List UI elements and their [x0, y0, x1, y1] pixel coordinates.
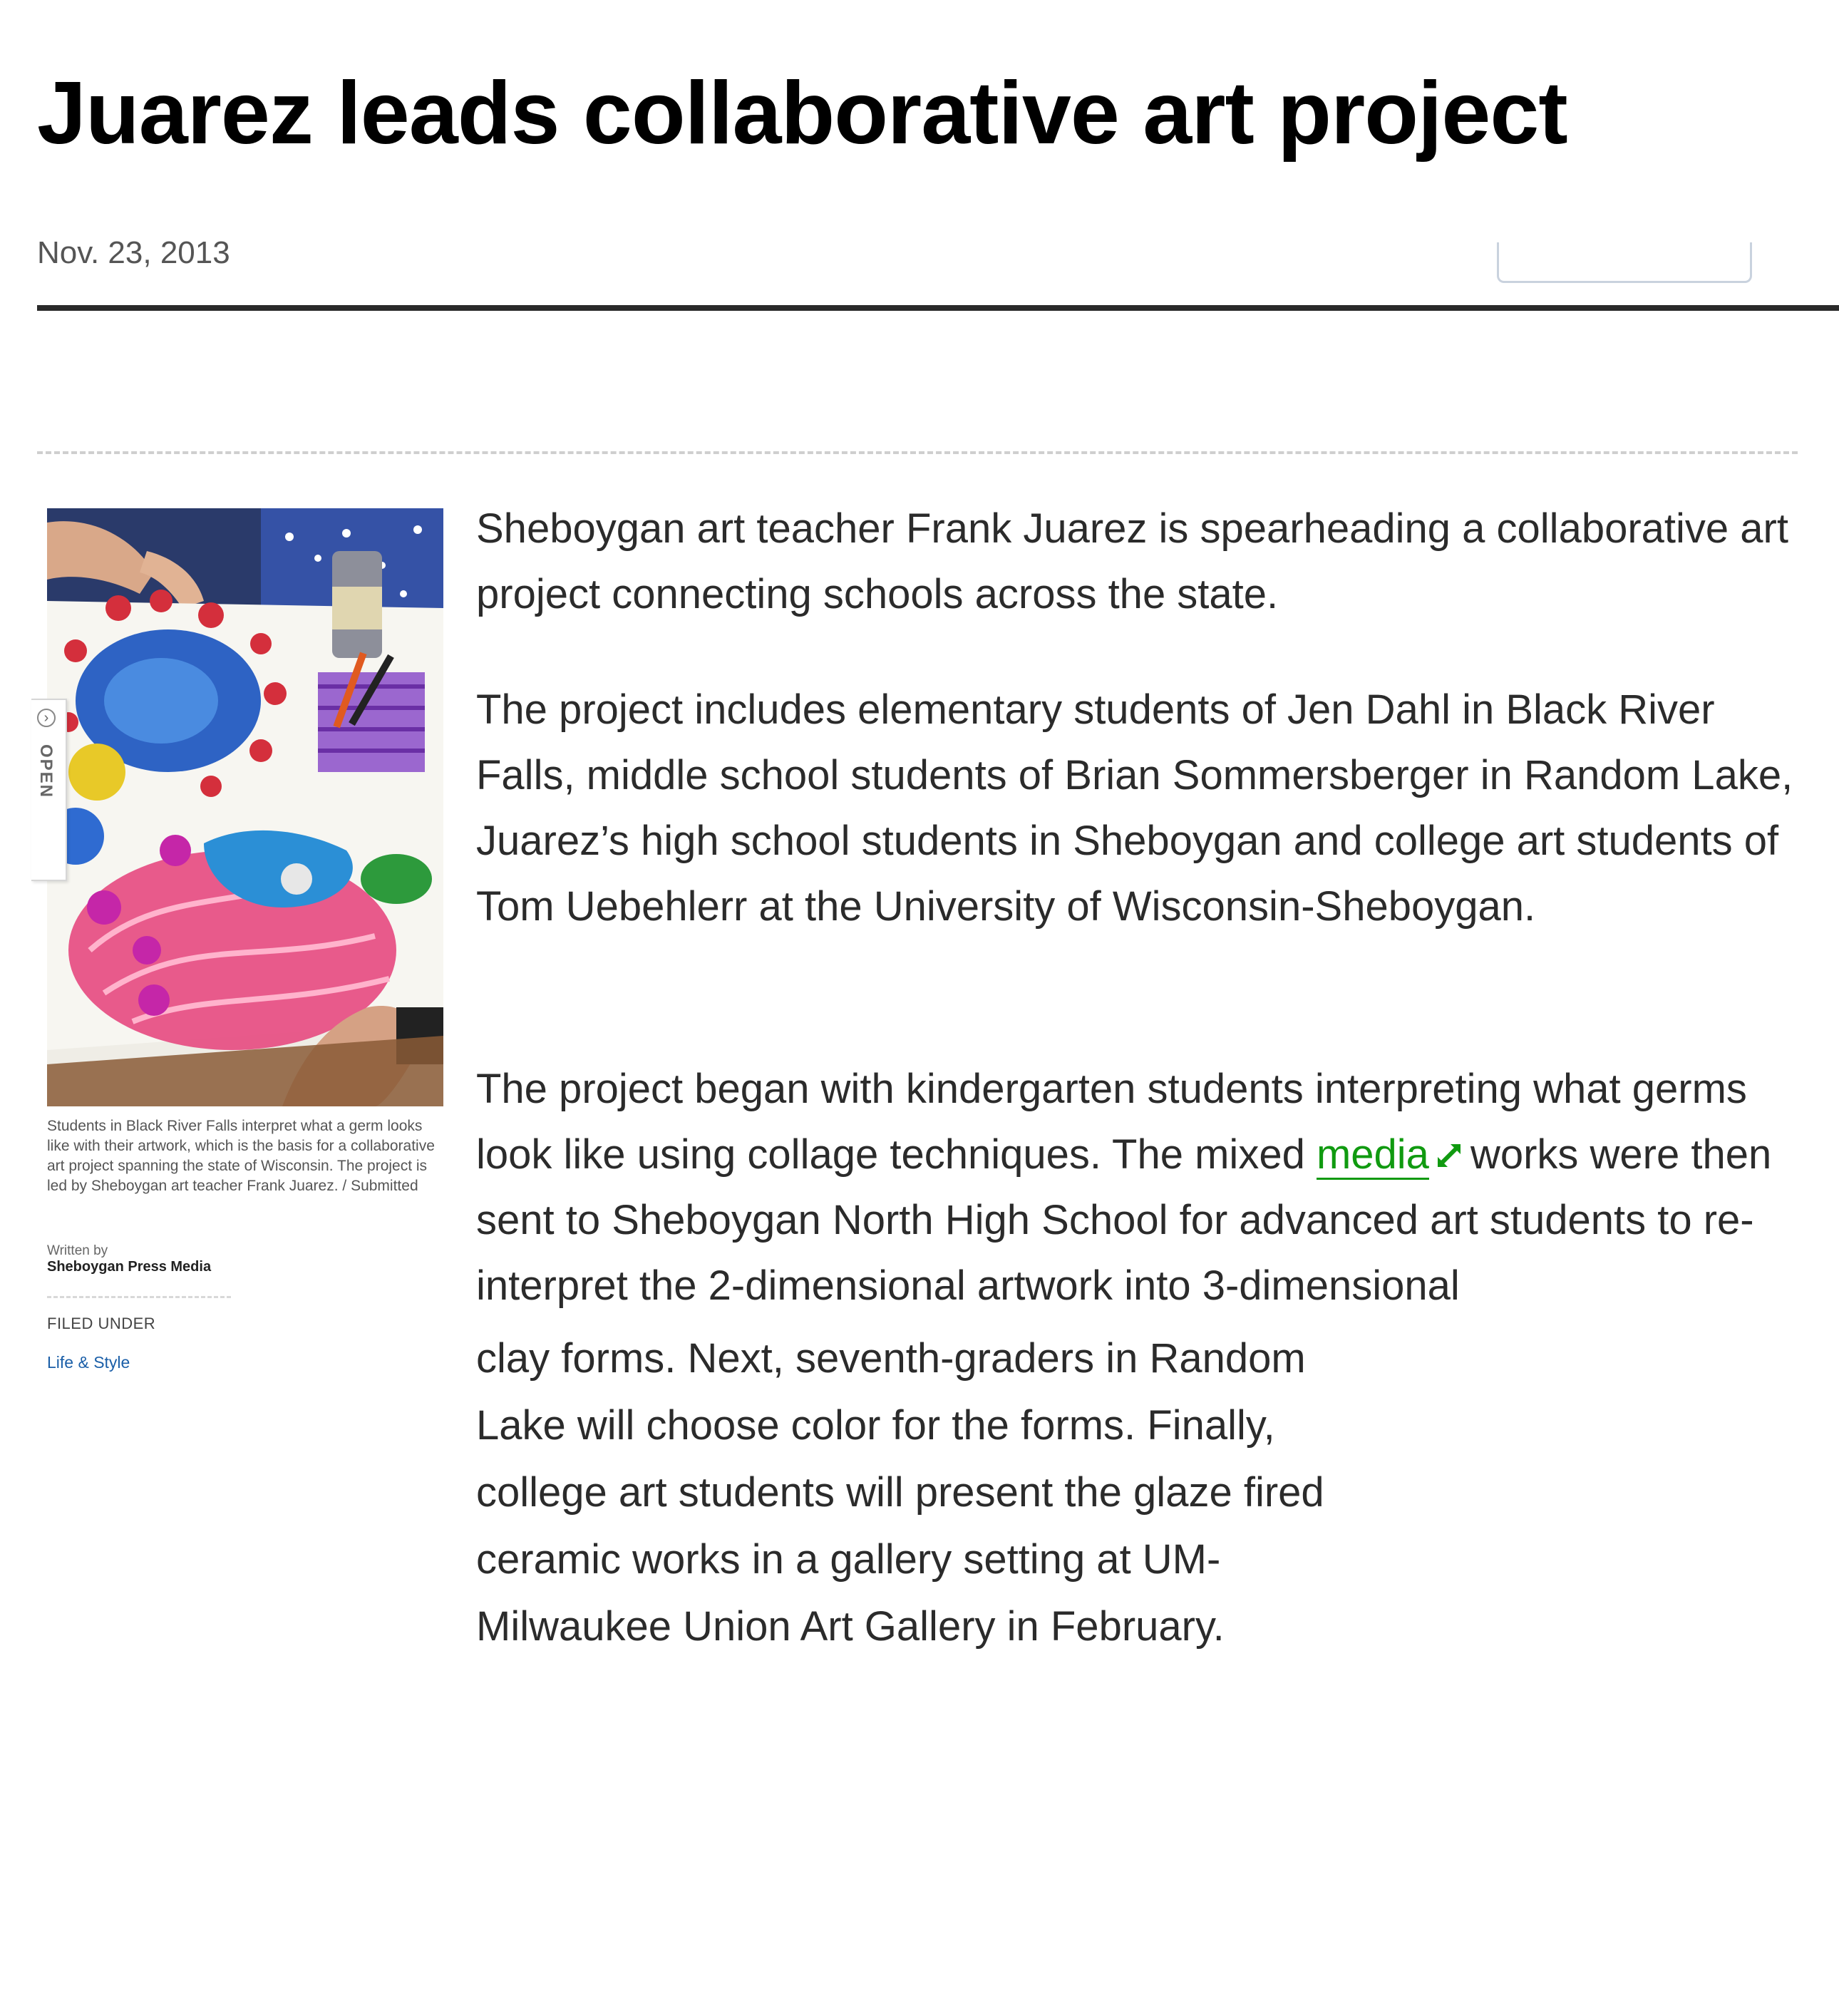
header-rule: [37, 305, 1839, 311]
paragraph-3-end: works were then sent to Sheboygan North High School for advanced art students to re-interpret the 2-dimensional artwork into 3-dimensional: [476, 1131, 1772, 1309]
sidebar-divider: [47, 1296, 231, 1298]
expand-arrows-icon[interactable]: [1433, 1140, 1465, 1171]
open-tab-label: OPEN: [36, 744, 56, 799]
paragraph-3: [476, 1056, 1809, 1319]
photo-caption: Students in Black River Falls interpret what a germ looks like with their artwork, which is the basis for a collaborative art project spanning the state of Wisconsin. The project is led by Sheboygan art teacher Frank Juarez. / Submitted: [47, 1118, 435, 1194]
open-tab[interactable]: [31, 699, 67, 881]
category-link[interactable]: Life & Style: [47, 1353, 130, 1372]
photo-illustration: [47, 508, 443, 1106]
article-date: Nov. 23, 2013: [37, 235, 230, 270]
paragraph-1: Sheboygan art teacher Frank Juarez is spearheading a collaborative art project connecting schools across the state.: [476, 505, 1788, 617]
article-photo[interactable]: [47, 508, 443, 1106]
paragraph-4: clay forms. Next, seventh-graders in Random Lake will choose color for the forms. Finally, college art students will present the glaze fired ceramic works in a gallery setting at UM-Milwaukee Union Art Gallery in February.: [476, 1335, 1324, 1650]
chevron-right-circle-icon: ›: [37, 709, 56, 727]
section-divider: [37, 451, 1798, 454]
share-tools-box[interactable]: [1497, 242, 1752, 283]
filed-under-label: FILED UNDER: [47, 1315, 156, 1332]
paragraph-2: The project includes elementary students of Jen Dahl in Black River Falls, middle school students of Brian Sommersberger in Random Lake, Juarez’s high school students in Sheboygan and college art students of Tom Uebehlerr at the University of Wisconsin-Sheboygan.: [476, 686, 1793, 930]
article-title: Juarez leads collaborative art project: [37, 64, 1567, 163]
media-link[interactable]: media: [1317, 1131, 1429, 1180]
author-byline: Sheboygan Press Media: [47, 1259, 212, 1275]
paragraph-3-start: The project began with kindergarten students interpreting what germs look like using collage techniques. The mixed: [476, 1066, 1747, 1178]
written-by-label: Written by: [47, 1243, 108, 1258]
